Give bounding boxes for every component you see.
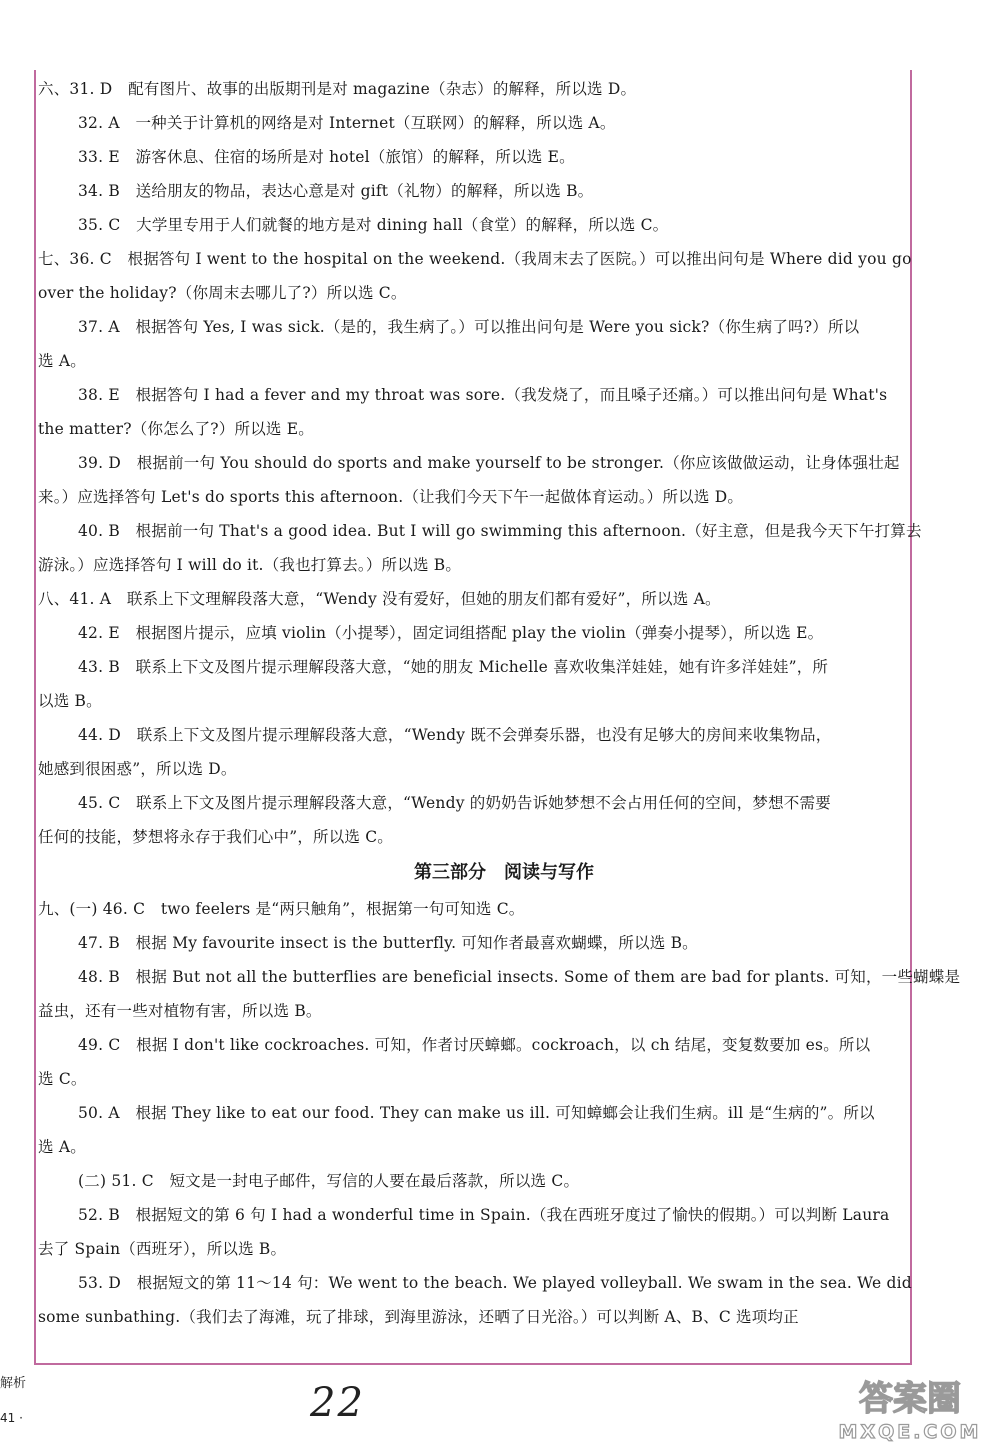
watermark-url: MXQE.COM [838, 1421, 982, 1443]
answer-line: 八、41. A 联系上下文理解段落大意，“Wendy 没有爱好，但她的朋友们都有爱好”，所以选 A。 [38, 590, 721, 608]
answer-line: 来。）应选择答句 Let's do sports this afternoon.（让我们今天下午一起做体育运动。）所以选 D。 [38, 488, 744, 506]
answer-line: 任何的技能，梦想将永存于我们心中”，所以选 C。 [38, 828, 394, 846]
answer-line: 34. B 送给朋友的物品，表达心意是对 gift（礼物）的解释，所以选 B。 [78, 182, 594, 200]
answer-line: 47. B 根据 My favourite insect is the butterfly. 可知作者最喜欢蝴蝶，所以选 B。 [78, 934, 698, 952]
answer-line: (二) 51. C 短文是一封电子邮件，写信的人要在最后落款，所以选 C。 [78, 1172, 580, 1190]
answer-line: 她感到很困惑”，所以选 D。 [38, 760, 237, 778]
answer-line: 七、36. C 根据答句 I went to the hospital on the weekend.（我周末去了医院。）可以推出问句是 Where did you go [38, 250, 912, 268]
answer-line: 游泳。）应选择答句 I will do it.（我也打算去。）所以选 B。 [38, 556, 462, 574]
answer-line: 49. C 根据 I don't like cockroaches. 可知，作者讨厌蟑螂。cockroach，以 ch 结尾，变复数要加 es。所以 [78, 1036, 871, 1054]
watermark-logo [825, 1370, 995, 1445]
answer-line: 以选 B。 [38, 692, 102, 710]
answer-line: 44. D 联系上下文及图片提示理解段落大意，“Wendy 既不会弹奏乐器，也没有足够大的房间来收集物品， [78, 726, 832, 744]
page-footer [0, 1376, 26, 1426]
footer-label: 解析 [0, 1376, 27, 1391]
answer-line: 45. C 联系上下文及图片提示理解段落大意，“Wendy 的奶奶告诉她梦想不会占用任何的空间，梦想不需要 [78, 794, 831, 812]
answer-line: 48. B 根据 But not all the butterflies are beneficial insects. Some of them are bad for plants. 可知，一些蝴蝶是 [78, 968, 961, 986]
answer-line: 益虫，还有一些对植物有害，所以选 B。 [38, 1002, 322, 1020]
answer-line: 35. C 大学里专用于人们就餐的地方是对 dining hall（食堂）的解释，所以选 C。 [78, 216, 669, 234]
answer-line: 43. B 联系上下文及图片提示理解段落大意，“她的朋友 Michelle 喜欢收集洋娃娃，她有许多洋娃娃”，所 [78, 658, 829, 676]
answer-line: 选 C。 [38, 1070, 87, 1088]
answer-line: 52. B 根据短文的第 6 句 I had a wonderful time in Spain.（我在西班牙度过了愉快的假期。）可以判断 Laura [78, 1206, 890, 1224]
answer-line: 42. E 根据图片提示，应填 violin（小提琴），固定词组搭配 play the violin（弹奏小提琴），所以选 E。 [78, 624, 824, 642]
answer-line: 选 A。 [38, 1138, 86, 1156]
answer-line: 32. A 一种关于计算机的网络是对 Internet（互联网）的解释，所以选 A。 [78, 114, 616, 132]
answer-line: 六、31. D 配有图片、故事的出版期刊是对 magazine（杂志）的解释，所以选 D。 [38, 80, 637, 98]
answer-line: some sunbathing.（我们去了海滩，玩了排球，到海里游泳，还晒了日光浴。）可以判断 A、B、C 选项均正 [38, 1308, 799, 1326]
handwritten-number: 22 [310, 1380, 365, 1426]
answer-content [38, 72, 961, 1334]
answer-line: 选 A。 [38, 352, 86, 370]
answer-line: 39. D 根据前一句 You should do sports and make yourself to be stronger.（你应该做做运动，让身体强壮起 [78, 454, 900, 472]
answer-line: the matter?（你怎么了?）所以选 E。 [38, 420, 314, 438]
answer-line: 50. A 根据 They like to eat our food. They can make us ill. 可知蟑螂会让我们生病。ill 是“生病的”。所以 [78, 1104, 875, 1122]
answer-line: 37. A 根据答句 Yes, I was sick.（是的，我生病了。）可以推出问句是 Were you sick?（你生病了吗?）所以 [78, 318, 860, 336]
answer-line: 40. B 根据前一句 That's a good idea. But I will go swimming this afternoon.（好主意，但是我今天下午打算去 [78, 522, 922, 540]
watermark-text: 答案圈 [859, 1379, 961, 1419]
answer-line: 38. E 根据答句 I had a fever and my throat was sore.（我发烧了，而且嗓子还痛。）可以推出问句是 What's [78, 386, 888, 404]
section-heading: 第三部分 阅读与写作 [414, 862, 594, 883]
answer-line: 九、(一) 46. C two feelers 是“两只触角”，根据第一句可知选 C。 [38, 900, 525, 918]
answer-line: 去了 Spain（西班牙），所以选 B。 [38, 1240, 287, 1258]
answer-line: 33. E 游客休息、住宿的场所是对 hotel（旅馆）的解释，所以选 E。 [78, 148, 575, 166]
answer-line: 53. D 根据短文的第 11～14 句：We went to the beach. We played volleyball. We swam in the sea. We did [78, 1274, 912, 1292]
answer-line: over the holiday?（你周末去哪儿了?）所以选 C。 [38, 284, 407, 302]
page-number: 41 · [0, 1411, 23, 1425]
